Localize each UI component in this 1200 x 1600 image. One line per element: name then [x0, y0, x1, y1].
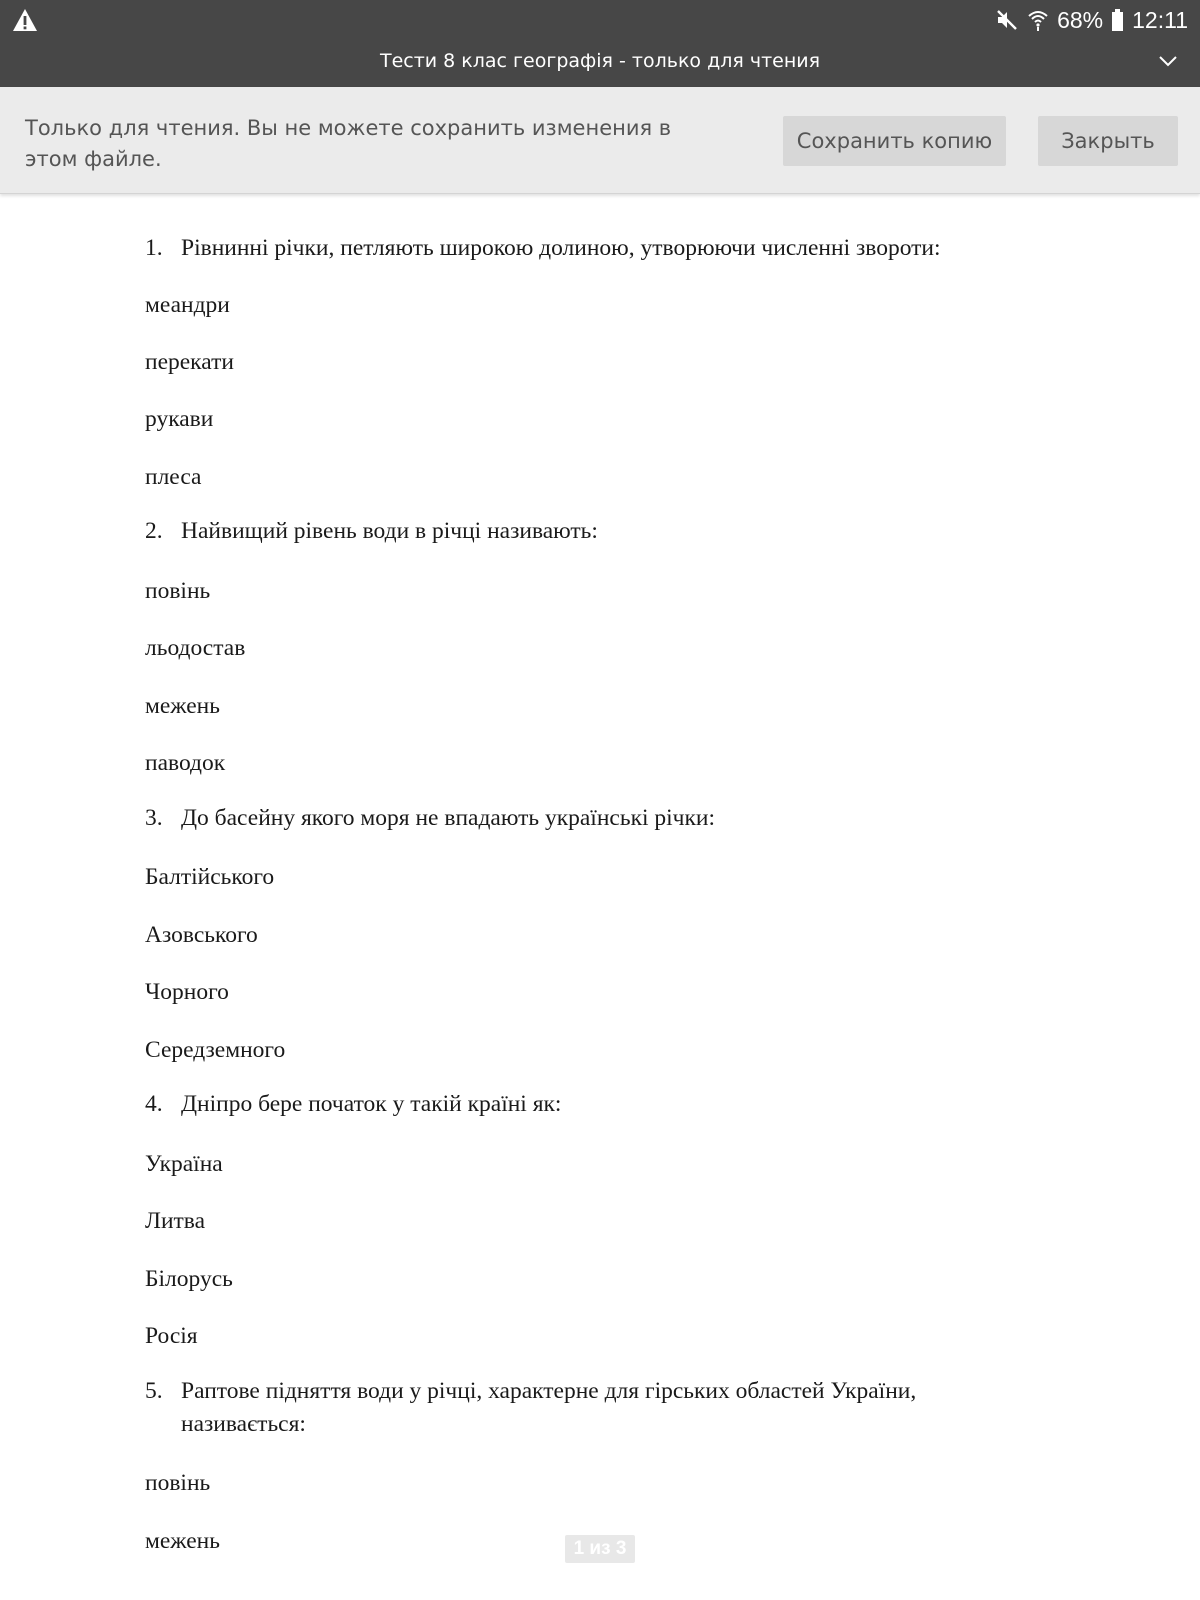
answer-option: повінь [145, 1470, 211, 1496]
mute-icon [995, 8, 1019, 32]
answer-option: Чорного [145, 979, 229, 1005]
answer-option: паводок [145, 750, 226, 776]
answer-option: Литва [145, 1208, 206, 1234]
question-number: 1. [145, 235, 163, 261]
answer-option: Україна [145, 1151, 223, 1177]
answer-option: Азовського [145, 922, 258, 948]
clock: 12:11 [1132, 6, 1188, 33]
warning-icon [12, 8, 38, 32]
answer-option: рукави [145, 406, 214, 432]
wifi-icon [1027, 8, 1049, 32]
answer-option: плеса [145, 464, 202, 490]
document-page[interactable] [0, 194, 1200, 1600]
answer-option: повінь [145, 578, 211, 604]
chevron-down-icon[interactable] [1158, 54, 1178, 68]
question-text: До басейну якого моря не впадають українські річки: [181, 805, 716, 831]
answer-option: льодостав [145, 635, 246, 661]
battery-percent: 68% [1057, 6, 1104, 33]
readonly-message: Только для чтения. Вы не можете сохранить изменения в этом файле. [25, 116, 672, 171]
battery-icon [1111, 8, 1124, 32]
question-text: Рівнинні річки, петляють широкою долиною, утворюючи численні звороти: [181, 235, 941, 261]
answer-option: перекати [145, 349, 234, 375]
answer-option: Росія [145, 1323, 198, 1349]
answer-option: меандри [145, 292, 230, 318]
top-bar [0, 0, 1200, 87]
readonly-notice-bar [0, 87, 1200, 194]
page-indicator: 1 из 3 [565, 1535, 635, 1563]
answer-option: Білорусь [145, 1266, 233, 1292]
question-text: Раптове підняття води у річці, характерне для гірських областей України, називається: [181, 1378, 917, 1437]
answer-option: межень [145, 1528, 220, 1554]
question-number: 5. [145, 1378, 163, 1404]
answer-option: межень [145, 693, 220, 719]
question-number: 4. [145, 1091, 163, 1117]
question-text: Найвищий рівень води в річці називають: [181, 518, 598, 544]
question-number: 3. [145, 805, 163, 831]
save-copy-button[interactable]: Сохранить копию [783, 116, 1006, 166]
answer-option: Балтійського [145, 864, 275, 890]
close-button[interactable]: Закрыть [1038, 116, 1178, 166]
answer-option: Середземного [145, 1037, 286, 1063]
question-number: 2. [145, 518, 163, 544]
status-icons [995, 5, 1188, 35]
document-title: Тести 8 клас географія - только для чтения [379, 50, 821, 72]
question-text: Дніпро бере початок у такій країні як: [181, 1091, 562, 1117]
